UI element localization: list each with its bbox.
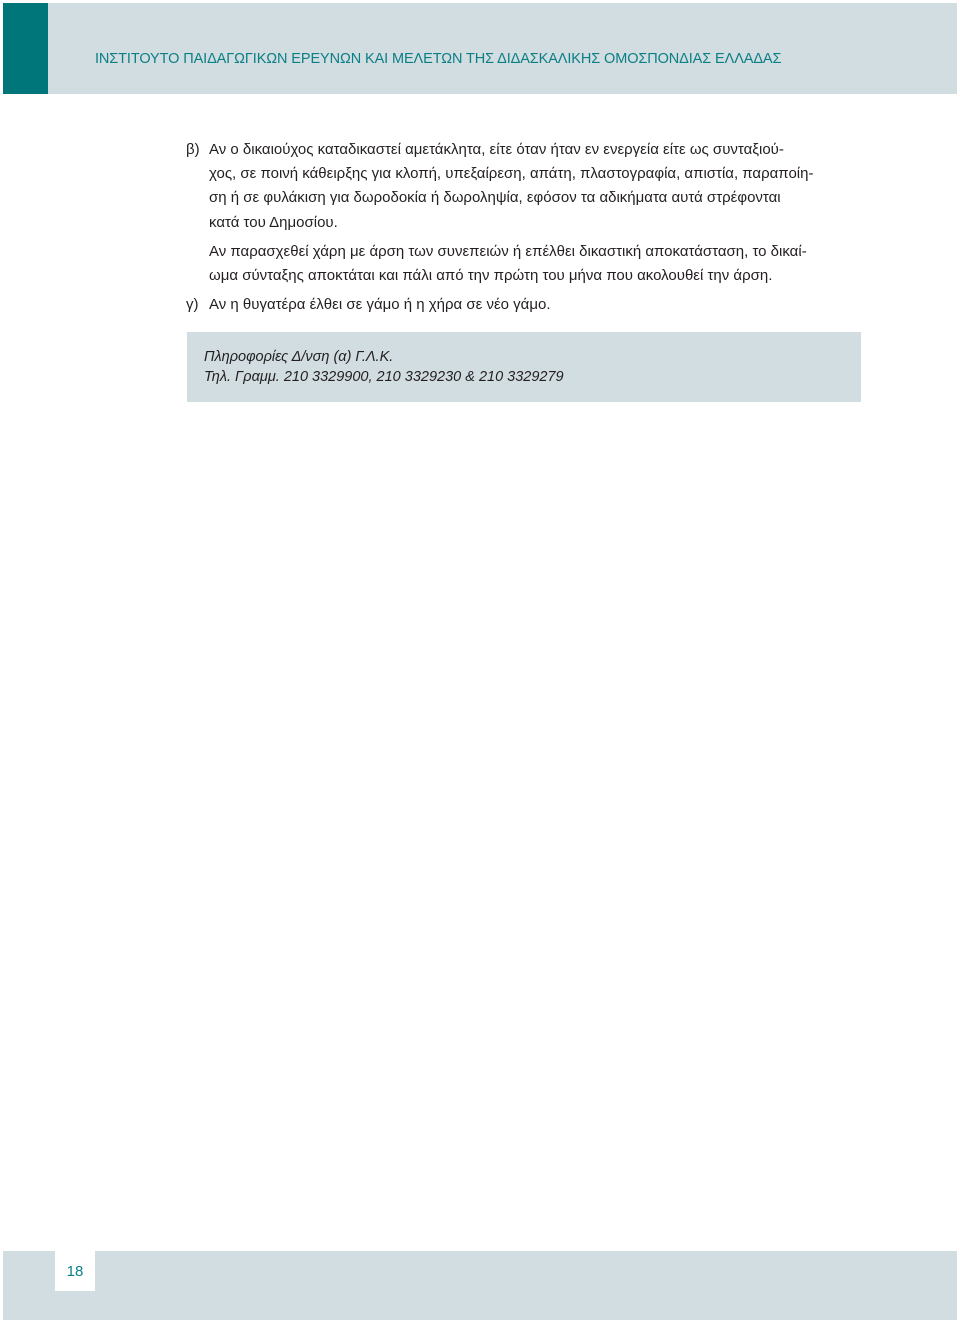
text-line: Αν ο δικαιούχος καταδικαστεί αμετάκλητα, είτε όταν ήταν εν ενεργεία είτε ως συνταξιού- xyxy=(209,141,784,158)
text-line: ωμα σύνταξης αποκτάται και πάλι από την πρώτη του μήνα που ακολουθεί την άρση. xyxy=(209,267,773,285)
paragraph-pardon xyxy=(186,240,864,288)
page-header xyxy=(3,3,957,94)
list-marker-b: β) xyxy=(186,141,200,158)
list-item-b xyxy=(186,138,864,235)
info-phone-line: Τηλ. Γραμμ. 210 3329900, 210 3329230 & 210 3329279 xyxy=(204,369,564,385)
header-title: ΙΝΣΤΙΤΟΥΤΟ ΠΑΙΔΑΓΩΓΙΚΩΝ ΕΡΕΥΝΩΝ ΚΑΙ ΜΕΛΕΤΩΝ ΤΗΣ ΔΙΔΑΣΚΑΛΙΚΗΣ ΟΜΟΣΠΟΝΔΙΑΣ ΕΛΛΑΔΑΣ xyxy=(95,51,782,67)
text-line: χος, σε ποινή κάθειρξης για κλοπή, υπεξαίρεση, απάτη, πλαστογραφία, απιστία, παραποίη- xyxy=(209,165,814,183)
text-line: Αν η θυγατέρα έλθει σε γάμο ή η χήρα σε νέο γάμο. xyxy=(209,296,551,314)
info-contact-line: Πληροφορίες Δ/νση (α) Γ.Λ.Κ. xyxy=(204,349,394,365)
body-text xyxy=(186,138,864,317)
text-line: κατά του Δημοσίου. xyxy=(209,213,338,231)
page-number-box xyxy=(55,1251,95,1291)
page-number: 18 xyxy=(66,1263,84,1280)
info-box xyxy=(187,332,861,402)
page-footer xyxy=(3,1251,957,1320)
text-line: Αν παρασχεθεί χάρη με άρση των συνεπειών ή επέλθει δικαστική αποκατάσταση, το δικαί- xyxy=(209,242,807,260)
header-accent-bar xyxy=(3,3,48,94)
list-marker-g: γ) xyxy=(186,296,199,314)
text-line: ση ή σε φυλάκιση για δωροδοκία ή δωροληψία, εφόσον τα αδικήματα αυτά στρέφονται xyxy=(209,189,781,207)
list-item-g xyxy=(186,293,864,317)
